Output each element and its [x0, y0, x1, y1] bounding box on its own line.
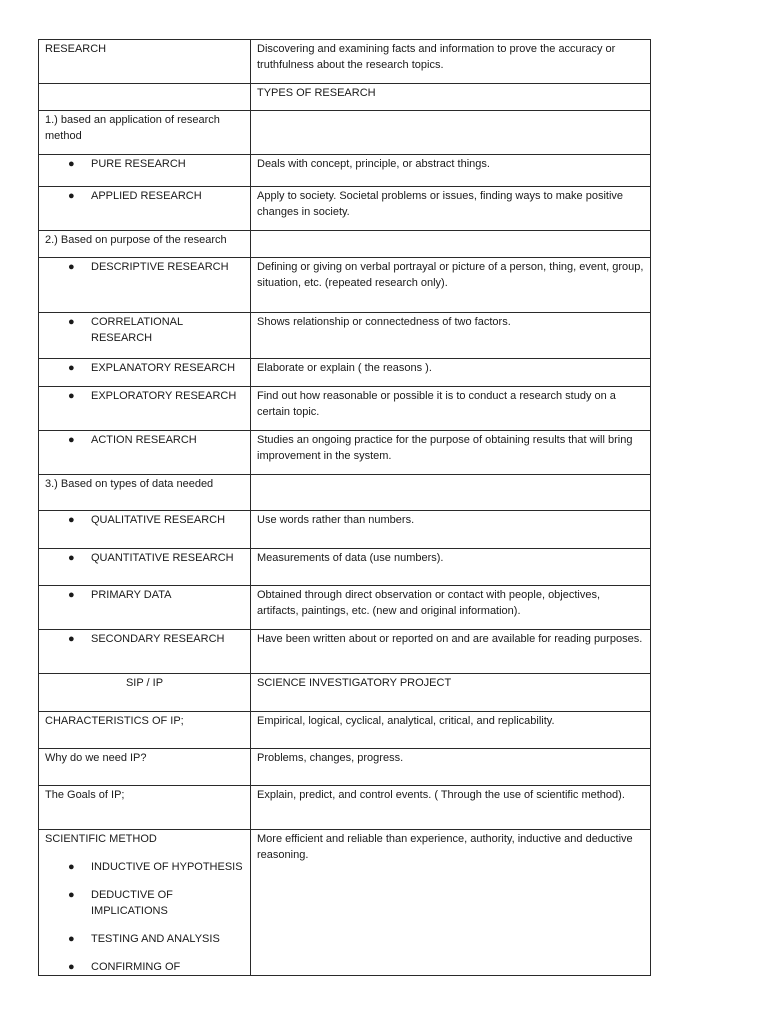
step-label: INDUCTIVE OF HYPOTHESIS	[91, 861, 243, 873]
cell-sip-def	[251, 674, 651, 712]
definition-text: Elaborate or explain ( the reasons ).	[257, 362, 432, 374]
table-row	[39, 674, 651, 712]
term-label: CORRELATIONAL RESEARCH	[91, 316, 183, 344]
bullet-icon: ●	[68, 434, 75, 446]
definition-text: Use words rather than numbers.	[257, 514, 415, 526]
cell-secondary-def	[251, 630, 651, 674]
cell-correlational-term	[39, 313, 251, 359]
definition-text: Empirical, logical, cyclical, analytical, critical, and replicability.	[257, 715, 555, 727]
bullet-icon: ●	[68, 589, 75, 601]
bullet-item	[45, 550, 244, 566]
cell-action-def	[251, 431, 651, 475]
definition-text: Deals with concept, principle, or abstract things.	[257, 158, 490, 170]
bullet-item	[45, 512, 244, 528]
table-row	[39, 313, 651, 359]
cell-pure-def	[251, 155, 651, 187]
cell-correlational-def	[251, 313, 651, 359]
research-table	[38, 39, 651, 976]
table-row	[39, 475, 651, 511]
table-row	[39, 712, 651, 749]
cell-research-def	[251, 40, 651, 84]
table-row	[39, 40, 651, 84]
cell-research-term	[39, 40, 251, 84]
cell-section-2	[39, 231, 251, 258]
bullet-icon: ●	[68, 158, 75, 170]
table-row	[39, 231, 651, 258]
term-label: SIP / IP	[125, 677, 164, 689]
term-label: SECONDARY RESEARCH	[91, 633, 225, 645]
cell-empty	[251, 231, 651, 258]
cell-action-term	[39, 431, 251, 475]
bullet-icon: ●	[68, 633, 75, 645]
bullet-item	[45, 388, 244, 404]
term-label: EXPLORATORY RESEARCH	[91, 390, 237, 402]
cell-section-1	[39, 111, 251, 155]
definition-text: Measurements of data (use numbers).	[257, 552, 444, 564]
term-label: SCIENTIFIC METHOD	[45, 833, 157, 845]
definition-text: Obtained through direct observation or contact with people, objectives, artifacts, paintings, etc. (new and original information).	[257, 589, 601, 617]
cell-goals-term	[39, 786, 251, 830]
term-label: ACTION RESEARCH	[91, 434, 197, 446]
bullet-item	[45, 360, 244, 376]
table-row	[39, 111, 651, 155]
step-label: DEDUCTIVE OF IMPLICATIONS	[91, 889, 173, 917]
table-row	[39, 830, 651, 976]
bullet-item	[45, 188, 244, 204]
table-row	[39, 359, 651, 387]
table-row	[39, 749, 651, 786]
term-label: Why do we need IP?	[45, 752, 147, 764]
bullet-icon: ●	[68, 316, 75, 328]
cell-explanatory-term	[39, 359, 251, 387]
term-label: The Goals of IP;	[45, 789, 125, 801]
definition-text: SCIENCE INVESTIGATORY PROJECT	[257, 677, 452, 689]
section-heading: TYPES OF RESEARCH	[257, 87, 376, 99]
table-row	[39, 187, 651, 231]
definition-text: Problems, changes, progress.	[257, 752, 404, 764]
cell-exploratory-def	[251, 387, 651, 431]
section-label: 1.) based an application of research method	[45, 114, 220, 142]
bullet-item	[45, 156, 244, 172]
table-row	[39, 84, 651, 111]
cell-qualitative-def	[251, 511, 651, 549]
cell-characteristics-term	[39, 712, 251, 749]
definition-text: Have been written about or reported on and are available for reading purposes.	[257, 633, 643, 645]
table-row	[39, 630, 651, 674]
cell-types-heading	[251, 84, 651, 111]
section-label: 3.) Based on types of data needed	[45, 478, 214, 490]
bullet-icon: ●	[68, 514, 75, 526]
bullet-icon: ●	[68, 190, 75, 202]
step-label: TESTING AND ANALYSIS	[91, 933, 220, 945]
cell-applied-term	[39, 187, 251, 231]
bullet-icon: ●	[68, 261, 75, 273]
cell-descriptive-def	[251, 258, 651, 313]
section-label: 2.) Based on purpose of the research	[45, 234, 227, 246]
cell-pure-term	[39, 155, 251, 187]
table-row	[39, 431, 651, 475]
definition-text: Explain, predict, and control events. ( Through the use of scientific method).	[257, 789, 625, 801]
cell-primary-term	[39, 586, 251, 630]
table-row	[39, 258, 651, 313]
term-label: QUALITATIVE RESEARCH	[91, 514, 226, 526]
cell-empty	[39, 84, 251, 111]
cell-qualitative-term	[39, 511, 251, 549]
method-step	[45, 887, 244, 919]
method-step	[45, 931, 244, 947]
cell-scientific-def	[251, 830, 651, 976]
cell-secondary-term	[39, 630, 251, 674]
cell-exploratory-term	[39, 387, 251, 431]
definition-text: Studies an ongoing practice for the purpose of obtaining results that will bring improvement in the system.	[257, 434, 633, 462]
table-row	[39, 549, 651, 586]
cell-quantitative-def	[251, 549, 651, 586]
cell-empty	[251, 475, 651, 511]
table-row	[39, 155, 651, 187]
document-page	[38, 39, 650, 976]
bullet-icon: ●	[68, 552, 75, 564]
cell-empty	[251, 111, 651, 155]
bullet-item	[45, 631, 244, 647]
cell-section-3	[39, 475, 251, 511]
bullet-item	[45, 259, 244, 275]
table-row	[39, 586, 651, 630]
definition-text: More efficient and reliable than experience, authority, inductive and deductive reasoning.	[257, 833, 633, 861]
term-label: PURE RESEARCH	[91, 158, 186, 170]
cell-applied-def	[251, 187, 651, 231]
cell-explanatory-def	[251, 359, 651, 387]
bullet-item	[45, 314, 244, 346]
term-label: CHARACTERISTICS OF IP;	[45, 715, 184, 727]
method-step	[45, 859, 244, 875]
table-row	[39, 387, 651, 431]
term-label: DESCRIPTIVE RESEARCH	[91, 261, 229, 273]
cell-sip-term	[39, 674, 251, 712]
cell-descriptive-term	[39, 258, 251, 313]
method-step	[45, 959, 244, 975]
bullet-icon: ●	[68, 390, 75, 402]
term-label: QUANTITATIVE RESEARCH	[91, 552, 234, 564]
table-row	[39, 511, 651, 549]
bullet-icon: ●	[68, 362, 75, 374]
bullet-item	[45, 432, 244, 448]
term-label: APPLIED RESEARCH	[91, 190, 202, 202]
bullet-icon: ●	[68, 961, 75, 973]
step-label: CONFIRMING OF	[91, 961, 181, 973]
bullet-icon: ●	[68, 861, 75, 873]
term-label: PRIMARY DATA	[91, 589, 172, 601]
table-row	[39, 786, 651, 830]
cell-characteristics-def	[251, 712, 651, 749]
cell-primary-def	[251, 586, 651, 630]
cell-quantitative-term	[39, 549, 251, 586]
term-label: RESEARCH	[45, 43, 107, 55]
bullet-icon: ●	[68, 933, 75, 945]
cell-goals-def	[251, 786, 651, 830]
term-label: EXPLANATORY RESEARCH	[91, 362, 236, 374]
definition-text: Discovering and examining facts and information to prove the accuracy or truthfulness about the research topics.	[257, 43, 616, 71]
definition-text: Shows relationship or connectedness of two factors.	[257, 316, 511, 328]
bullet-icon: ●	[68, 889, 75, 901]
cell-scientific-term	[39, 830, 251, 976]
bullet-item	[45, 587, 244, 603]
cell-why-def	[251, 749, 651, 786]
definition-text: Apply to society. Societal problems or issues, finding ways to make positive changes in society.	[257, 190, 624, 218]
definition-text: Find out how reasonable or possible it is to conduct a research study on a certain topic.	[257, 390, 616, 418]
cell-why-term	[39, 749, 251, 786]
definition-text: Defining or giving on verbal portrayal or picture of a person, thing, event, group, situation, etc. (repeated research only).	[257, 261, 644, 289]
